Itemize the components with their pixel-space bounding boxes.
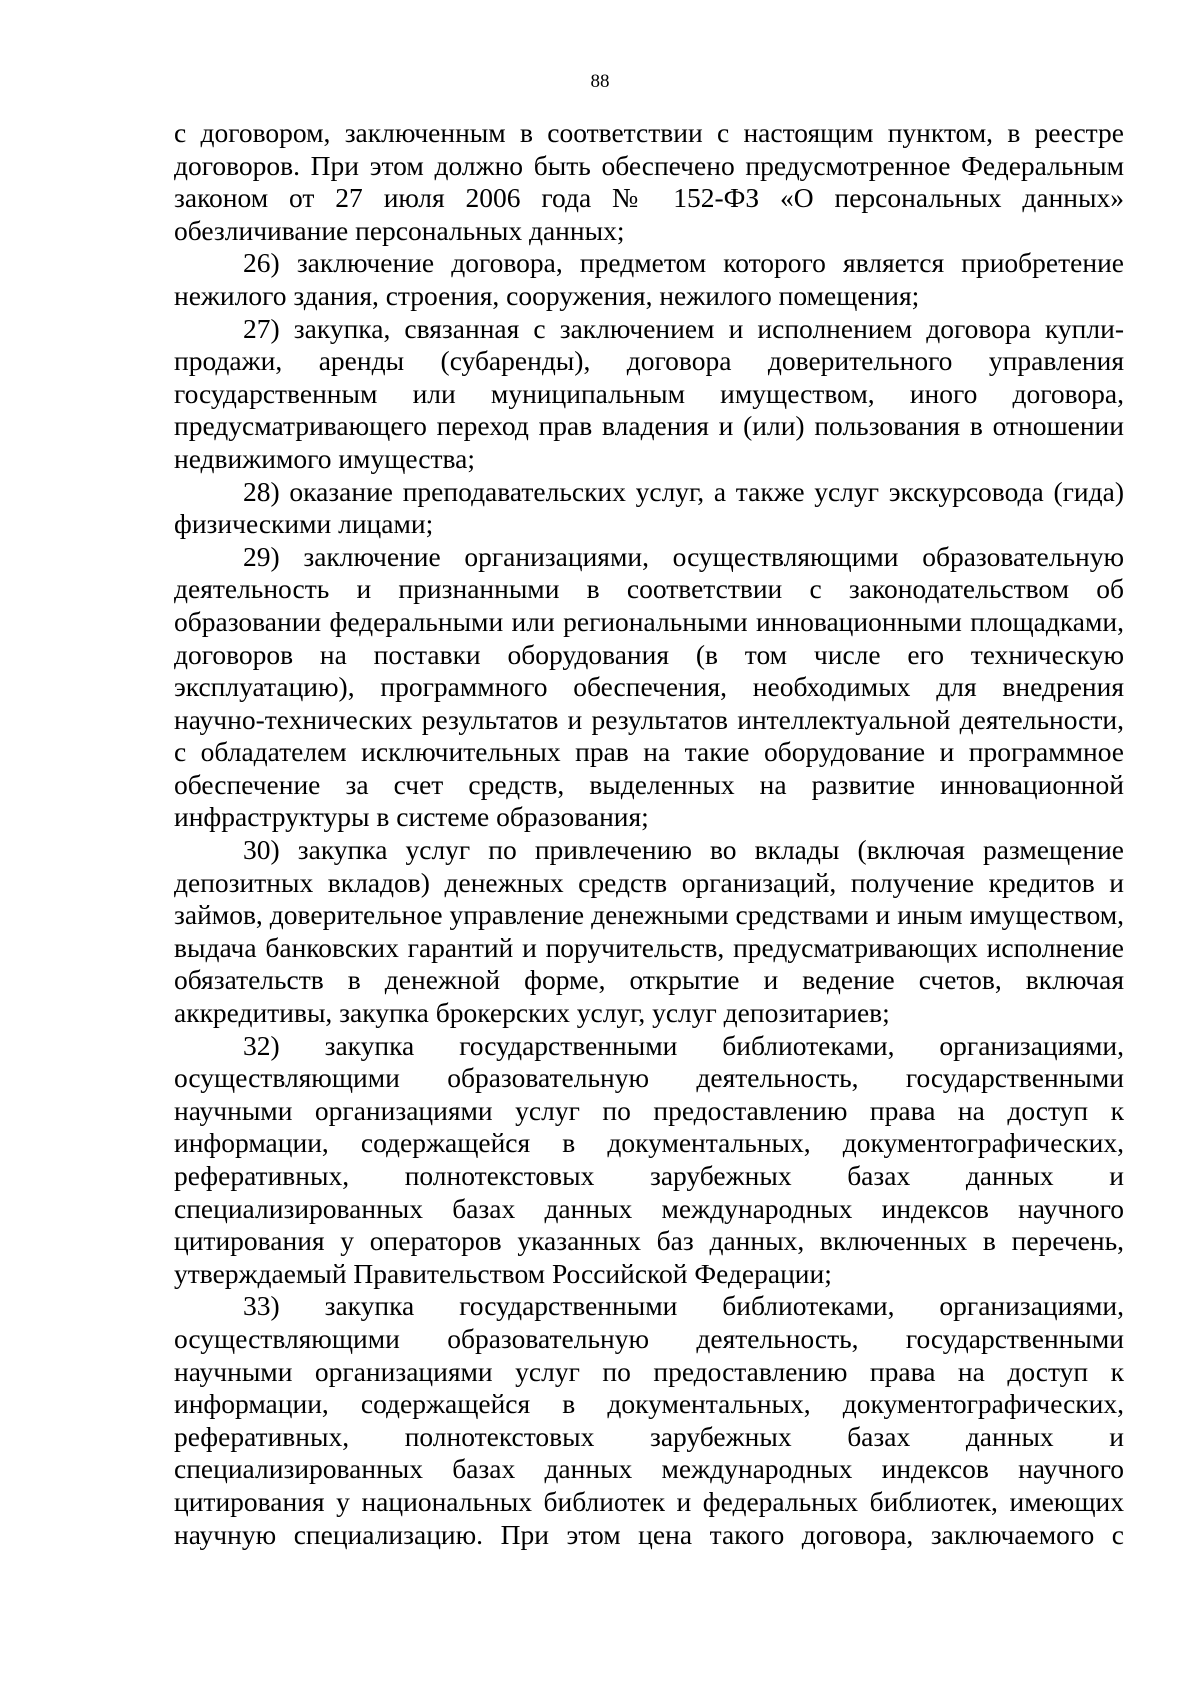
paragraph-item-33: 33) закупка государственными библиотеками, организациями, осуществляющими образовательную деятельность, государственными научными организациями услуг по предоставлению права на доступ к информации, содержащейся в документальных, документографических, реферативных, полнотекстовых зарубежных базах данных и специализированных базах данных международных индексов научного цитирования у национальных библиотек и федеральных библиотек, имеющих научную специализацию. При этом цена такого договора, заключаемого с [174,1290,1124,1550]
document-body [174,117,1124,1551]
paragraph-item-30: 30) закупка услуг по привлечению во вклады (включая размещение депозитных вкладов) денежных средств организаций, получение кредитов и займов, доверительное управление денежными средствами и иным имуществом, выдача банковских гарантий и поручительств, предусматривающих исполнение обязательств в денежной форме, открытие и ведение счетов, включая аккредитивы, закупка брокерских услуг, услуг депозитариев; [174,834,1124,1029]
paragraph-item-27: 27) закупка, связанная с заключением и исполнением договора купли-продажи, аренды (субаренды), договора доверительного управления государственным или муниципальным имуществом, иного договора, предусматривающего переход прав владения и (или) пользования в отношении недвижимого имущества; [174,312,1124,474]
paragraph-item-32: 32) закупка государственными библиотеками, организациями, осуществляющими образовательную деятельность, государственными научными организациями услуг по предоставлению права на доступ к информации, содержащейся в документальных, документографических, реферативных, полнотекстовых зарубежных базах данных и специализированных базах данных международных индексов научного цитирования у операторов указанных баз данных, включенных в перечень, утверждаемый Правительством Российской Федерации; [174,1029,1124,1289]
paragraph-item-29: 29) заключение организациями, осуществляющими образовательную деятельность и признанными в соответствии с законодательством об образовании федеральными или региональными инновационными площадками, договоров на поставки оборудования (в том числе его техническую эксплуатацию), программного обеспечения, необходимых для внедрения научно-технических результатов и результатов интеллектуальной деятельности, с обладателем исключительных прав на такие оборудование и программное обеспечение за счет средств, выделенных на развитие инновационной инфраструктуры в системе образования; [174,540,1124,833]
paragraph-item-26: 26) заключение договора, предметом которого является приобретение нежилого здания, строения, сооружения, нежилого помещения; [174,247,1124,311]
paragraph-continuation: с договором, заключенным в соответствии с настоящим пунктом, в реестре договоров. При этом должно быть обеспечено предусмотренное Федеральным законом от 27 июля 2006 года № 152-ФЗ «О персональных данных» обезличивание персональных данных; [174,117,1124,246]
paragraph-item-28: 28) оказание преподавательских услуг, а также услуг экскурсовода (гида) физическими лицами; [174,475,1124,540]
page-number: 88 [590,71,610,92]
